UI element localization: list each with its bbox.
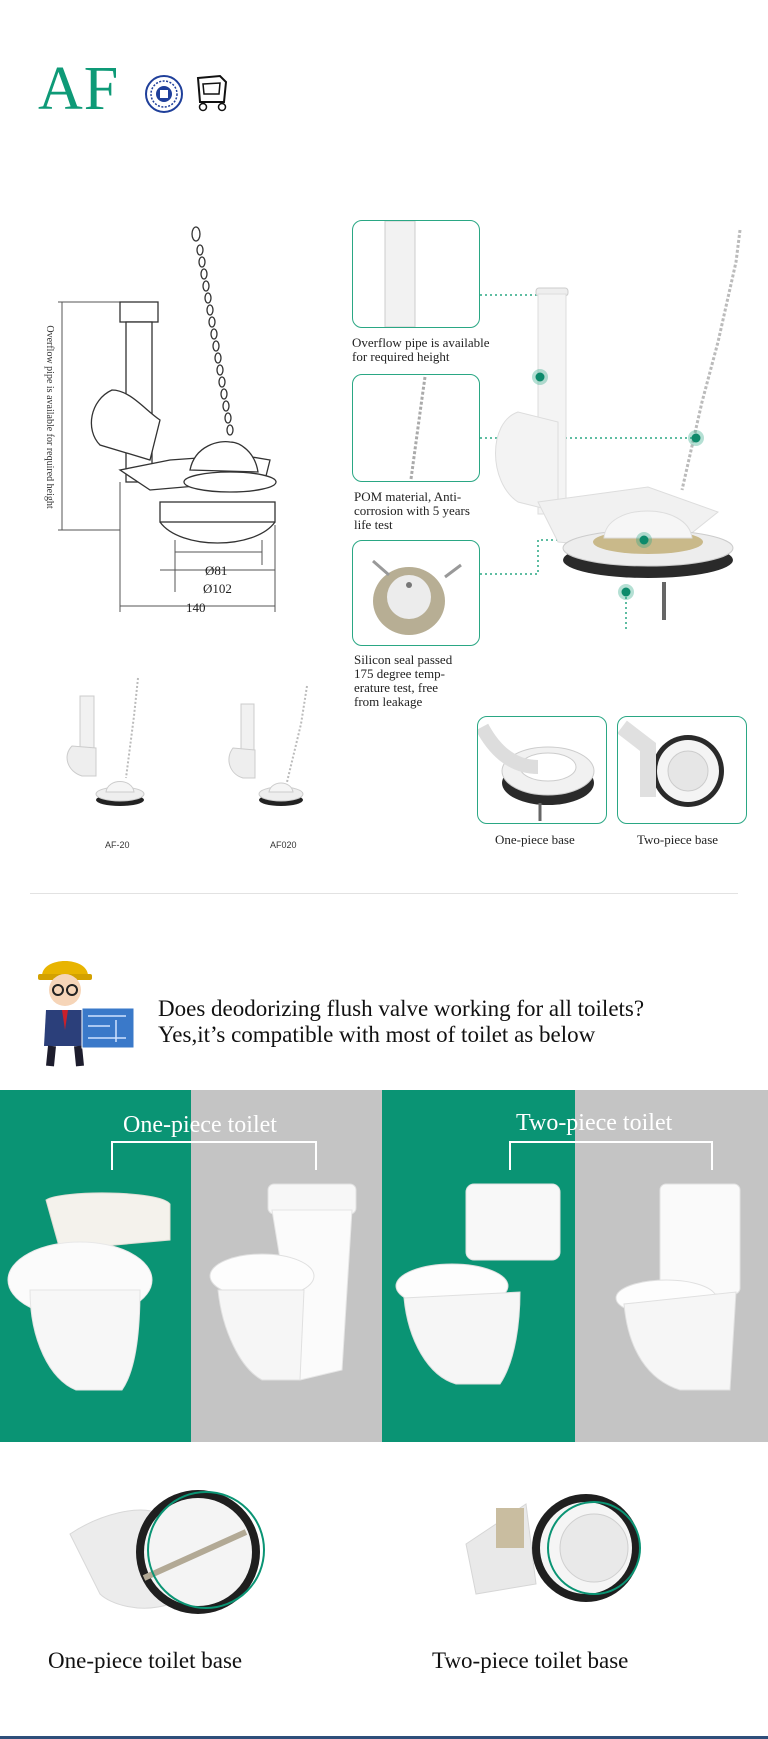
dimension-label: Ø81 bbox=[205, 563, 228, 578]
vertical-dimension-label: Overflow pipe is available for required height bbox=[44, 325, 55, 509]
one-piece-toilet-photo-1 bbox=[8, 1193, 170, 1390]
callout-text-silicon-seal: Silicon seal passed 175 degree temp- erature test, free from leakage bbox=[354, 652, 453, 709]
technical-drawing bbox=[30, 220, 300, 620]
cert-seal-icon bbox=[144, 74, 184, 118]
two-piece-toilet-photo-2 bbox=[616, 1184, 740, 1390]
product-thumbnail-af020 bbox=[225, 684, 315, 816]
callout-box-silicon-seal bbox=[352, 540, 480, 646]
one-piece-bracket bbox=[100, 1138, 320, 1172]
one-piece-toilet-base-photo bbox=[60, 1484, 270, 1624]
model-label-af020: AF020 bbox=[270, 840, 297, 850]
callout-text-pom-material: POM material, Anti- corrosion with 5 years life test bbox=[354, 489, 470, 532]
two-piece-toilet-title: Two-piece toilet bbox=[516, 1110, 673, 1136]
brand-logo: AF bbox=[38, 55, 120, 123]
dimension-label: Ø102 bbox=[203, 581, 232, 596]
one-piece-toilet-base-title: One-piece toilet base bbox=[48, 1648, 243, 1673]
question-line-2: Yes,it’s compatible with most of toilet as below bbox=[158, 1022, 596, 1047]
one-piece-toilet-title: One-piece toilet bbox=[123, 1112, 277, 1138]
callout-box-one-piece-base bbox=[477, 716, 607, 824]
question-line-1: Does deodorizing flush valve working for all toilets? bbox=[158, 996, 645, 1021]
callout-box-pom-material bbox=[352, 374, 480, 482]
section-divider bbox=[30, 893, 738, 894]
caption-one-piece-base: One-piece base bbox=[495, 832, 575, 847]
engineer-mascot-icon bbox=[30, 950, 142, 1070]
flush-valve-product bbox=[478, 222, 768, 632]
model-label-af-20: AF-20 bbox=[105, 840, 130, 850]
callout-text-overflow-pipe: Overflow pipe is available for required height bbox=[352, 335, 490, 364]
one-piece-toilet-photo-2 bbox=[210, 1184, 356, 1380]
two-piece-toilet-base-title: Two-piece toilet base bbox=[432, 1648, 629, 1673]
callout-box-two-piece-base bbox=[617, 716, 747, 824]
two-piece-toilet-photo-1 bbox=[396, 1184, 560, 1384]
caption-two-piece-base: Two-piece base bbox=[637, 832, 719, 847]
two-piece-bracket bbox=[498, 1138, 718, 1172]
callout-box-overflow-pipe bbox=[352, 220, 480, 328]
dimension-label: 140 bbox=[186, 600, 206, 615]
product-thumbnail-af-20 bbox=[62, 676, 152, 816]
two-piece-toilet-base-photo bbox=[456, 1484, 666, 1624]
upc-cert-icon bbox=[194, 74, 230, 116]
toilet-photos bbox=[0, 1180, 768, 1400]
